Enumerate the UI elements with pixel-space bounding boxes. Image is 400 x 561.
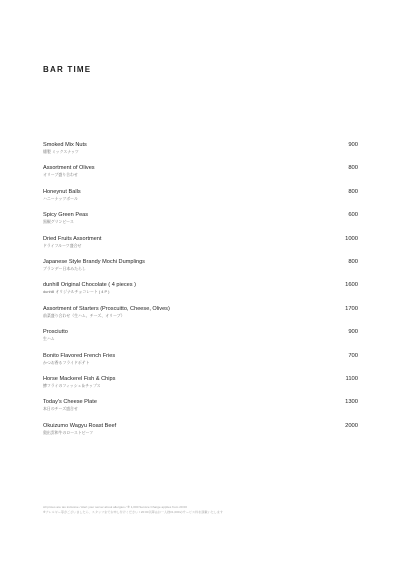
footer-note-english: All prices are tax inclusive / Alert your server about allergies / ※ 1,000 Service Charge applies from 20:00 <box>43 505 187 509</box>
menu-item <box>43 212 358 235</box>
item-price: 2000 <box>345 422 358 429</box>
item-price: 800 <box>348 188 358 195</box>
item-name: Prosciutto <box>43 329 68 336</box>
item-price: 1600 <box>345 282 358 289</box>
item-japanese-name: 鯵フライのフィッシュ＆チップス <box>43 382 101 388</box>
item-japanese-name: 奥出雲和牛のローストビーフ <box>43 429 94 435</box>
menu-item <box>43 165 358 188</box>
item-japanese-name: ブランデー日本みたらし <box>43 265 86 271</box>
menu-item <box>43 353 358 376</box>
item-japanese-name: 生ハム <box>43 336 55 342</box>
item-name: Assortment of Olives <box>43 165 95 172</box>
item-japanese-name: ハニーナッツボール <box>43 195 78 201</box>
menu-item <box>43 329 358 352</box>
item-name: Dried Fruits Assortment <box>43 235 102 242</box>
item-name: Today's Cheese Plate <box>43 399 97 406</box>
item-price: 1300 <box>345 399 358 406</box>
item-price: 1000 <box>345 235 358 242</box>
item-price: 800 <box>348 258 358 265</box>
item-name: Spicy Green Peas <box>43 212 89 219</box>
menu-list <box>43 142 358 446</box>
item-name: Honeynut Balls <box>43 188 81 195</box>
item-name: Smoked Mix Nuts <box>43 142 87 148</box>
item-price: 900 <box>348 329 358 336</box>
menu-item <box>43 189 358 212</box>
menu-item <box>43 259 358 282</box>
item-price: 800 <box>348 165 358 172</box>
item-japanese-name: 本日のチーズ盛合せ <box>43 406 78 412</box>
item-price: 900 <box>348 142 358 148</box>
item-price: 1700 <box>345 305 358 312</box>
footer-notes <box>43 505 363 515</box>
menu-item <box>43 423 358 446</box>
item-price: 700 <box>348 352 358 359</box>
menu-item <box>43 236 358 259</box>
menu-item <box>43 142 358 165</box>
menu-item <box>43 306 358 329</box>
item-japanese-name: 燻製 ミックスナッツ <box>43 149 79 154</box>
item-japanese-name: ドライフルーツ盛合せ <box>43 242 82 248</box>
footer-note-japanese: ※アレルギー等がございましたら、スタッフまでお申し付けください / 20:00以降はお一人様¥1,000のサービス料を頂戴いたします <box>43 510 223 514</box>
item-name: Japanese Style Brandy Mochi Dumplings <box>43 258 145 265</box>
item-name: Assortment of Starters (Proscuitto, Cheese, Olives) <box>43 305 170 312</box>
item-name: Okuizumo Wagyu Roast Beef <box>43 422 117 429</box>
menu-title: BAR TIME <box>43 65 92 74</box>
item-japanese-name: dunhill オリジナルチョコレート ( 4 P ) <box>43 289 110 295</box>
item-name: Horse Mackerel Fish & Chips <box>43 375 116 382</box>
item-price: 600 <box>348 212 358 219</box>
item-name: Bonito Flavored French Fries <box>43 352 116 359</box>
menu-item <box>43 282 358 305</box>
item-price: 1100 <box>345 375 358 382</box>
item-name: dunhill Original Chocolate ( 4 pieces ) <box>43 282 136 289</box>
item-japanese-name: かつお香るフライドポテト <box>43 359 90 365</box>
menu-item <box>43 376 358 399</box>
item-japanese-name: 前菜盛り合わせ（生ハム、チーズ、オリーブ） <box>43 312 125 318</box>
item-japanese-name: 黒椒グリンピース <box>43 219 74 225</box>
item-japanese-name: オリーブ盛り合わせ <box>43 172 78 178</box>
menu-item <box>43 399 358 422</box>
